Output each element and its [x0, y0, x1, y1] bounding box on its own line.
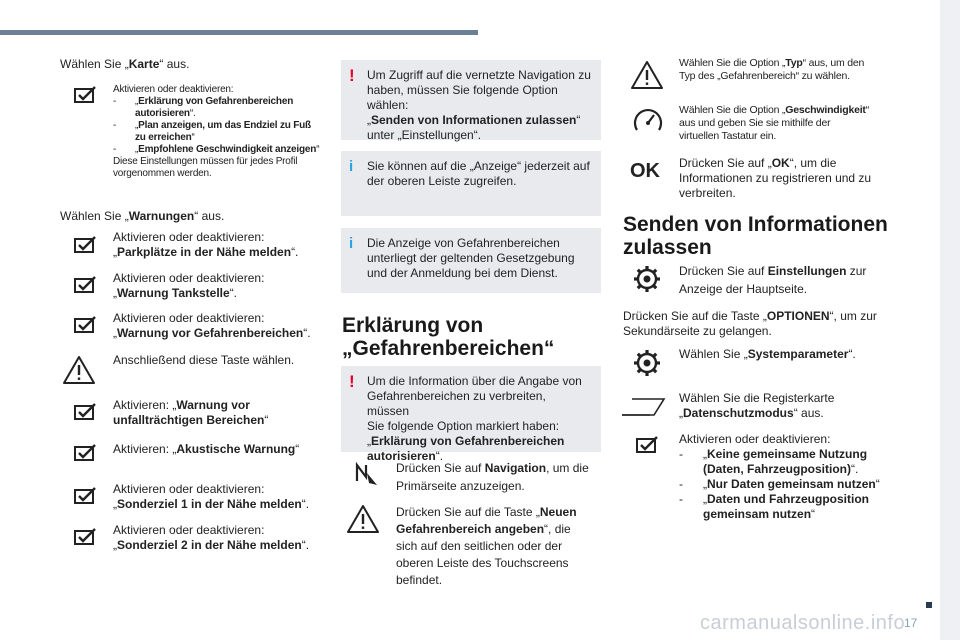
info-icon: i: [349, 158, 354, 175]
warning-triangle-icon: [630, 60, 664, 90]
step-navigation: Drücken Sie auf Navigation, um die Primärseite anzuzeigen.: [396, 461, 589, 493]
speedometer-icon: [632, 106, 664, 136]
checkbox-icon: [74, 276, 98, 294]
checkbox-icon: [74, 487, 98, 505]
gear-icon: [633, 265, 661, 293]
side-strip: [940, 0, 960, 640]
info-note-gesetzgebung: i Die Anzeige von Gefahrenbereichen unterliegt der geltenden Gesetzgebung und der Anmeldung bei dem Dienst.: [341, 228, 601, 293]
checkbox-icon: [74, 236, 98, 254]
step-ok: Drücken Sie auf „OK“, um die Informationen zu registrieren und zu verbreiten.: [679, 156, 872, 200]
checkbox-icon: [74, 316, 98, 334]
page-marker: [926, 602, 932, 608]
top-rule: [0, 30, 478, 35]
step-datenschutz-options: Aktivieren oder deaktivieren: - „Keine gemeinsame Nutzung (Daten, Fahrzeugposition)“. - „Nur Daten gemeinsam nutzen“ - „Daten und Fahrzeugposition gemeinsam nutzen“: [679, 432, 880, 521]
step-optionen: Drücken Sie auf die Taste „OPTIONEN“, um zur Sekundärseite zu gelangen.: [623, 309, 877, 338]
warning-exclamation-icon: !: [349, 66, 355, 85]
row-parkplaetze: Aktivieren oder deaktivieren: „Parkplätze in der Nähe melden“.: [113, 230, 299, 259]
watermark: carmanualsonline.info: [700, 612, 906, 634]
tab-icon: [620, 397, 668, 417]
checkbox-icon: [74, 528, 98, 546]
checkbox-icon: [636, 436, 660, 454]
info-note-anzeige: i Sie können auf die „Anzeige“ jederzeit auf der oberen Leiste zugreifen.: [341, 151, 601, 216]
step-einstellungen: Drücken Sie auf Einstellungen zur Anzeige der Hauptseite.: [679, 264, 867, 296]
checkbox-icon: [74, 403, 98, 421]
karte-intro: Wählen Sie „Karte“ aus.: [60, 57, 190, 71]
page-number: 17: [904, 616, 918, 630]
checkbox-icon: [74, 86, 98, 104]
row-sonderziel2: Aktivieren oder deaktivieren: „Sonderziel 2 in der Nähe melden“.: [113, 523, 310, 552]
row-unfalltraechtig: Aktivieren: „Warnung vor unfallträchtigen Bereichen“: [113, 398, 269, 427]
gear-icon: [633, 349, 661, 377]
step-systemparameter: Wählen Sie „Systemparameter“.: [679, 347, 856, 361]
row-anschliessend: Anschließend diese Taste wählen.: [113, 353, 295, 367]
warnungen-intro: Wählen Sie „Warnungen“ aus.: [60, 209, 225, 223]
warning-note-connected-nav: ! Um Zugriff auf die vernetzte Navigation zu haben, müssen Sie folgende Option wählen: „Senden von Informationen zulassen“ unter „Einstellungen“.: [341, 60, 601, 140]
ok-icon: OK: [630, 160, 660, 182]
warning-triangle-icon: [62, 355, 96, 385]
step-registerkarte: Wählen Sie die Registerkarte „Datenschutzmodus“ aus.: [679, 391, 835, 420]
heading-senden: Senden von Informationen zulassen: [623, 213, 888, 259]
row-akustische: Aktivieren: „Akustische Warnung“: [113, 442, 300, 456]
karte-option-box: Aktivieren oder deaktivieren: - „Erklärung von Gefahrenbereichen autorisieren“. - „Plan anzeigen, um das Endziel zu Fuß zu erreichen“ - „Empfohlene Geschwindigkeit anzeigen“ Diese Einstellungen müssen für jedes Profil vorgenommen werden.: [113, 84, 320, 179]
row-tankstelle: Aktivieren oder deaktivieren: „Warnung Tankstelle“.: [113, 271, 265, 300]
info-icon: i: [349, 235, 354, 252]
heading-erklaerung: Erklärung von „Gefahrenbereichen“: [342, 314, 555, 360]
step-neuen-gefahrenbereich: Drücken Sie auf die Taste „Neuen Gefahrenbereich angeben“, die sich auf den seitlichen oder der oberen Leiste des Touchscreens befindet.: [396, 505, 577, 587]
warning-note-autorisieren: ! Um die Information über die Angabe von Gefahrenbereichen zu verbreiten, müssen Sie folgende Option markiert haben: „Erklärung von Gefahrenbereichen autorisieren“.: [341, 366, 601, 452]
checkbox-icon: [74, 444, 98, 462]
step-typ: Wählen Sie die Option „Typ“ aus, um den Typ des „Gefahrenbereich“ zu wählen.: [679, 57, 865, 82]
row-gefahrenbereichen: Aktivieren oder deaktivieren: „Warnung vor Gefahrenbereichen“.: [113, 311, 311, 340]
row-sonderziel1: Aktivieren oder deaktivieren: „Sonderziel 1 in der Nähe melden“.: [113, 482, 310, 511]
navigation-icon: [353, 461, 379, 487]
step-geschwindigkeit: Wählen Sie die Option „Geschwindigkeit“ aus und geben Sie sie mithilfe der virtuellen Tastatur ein.: [679, 104, 870, 142]
warning-exclamation-icon: !: [349, 372, 355, 391]
warning-triangle-icon: [346, 504, 380, 534]
